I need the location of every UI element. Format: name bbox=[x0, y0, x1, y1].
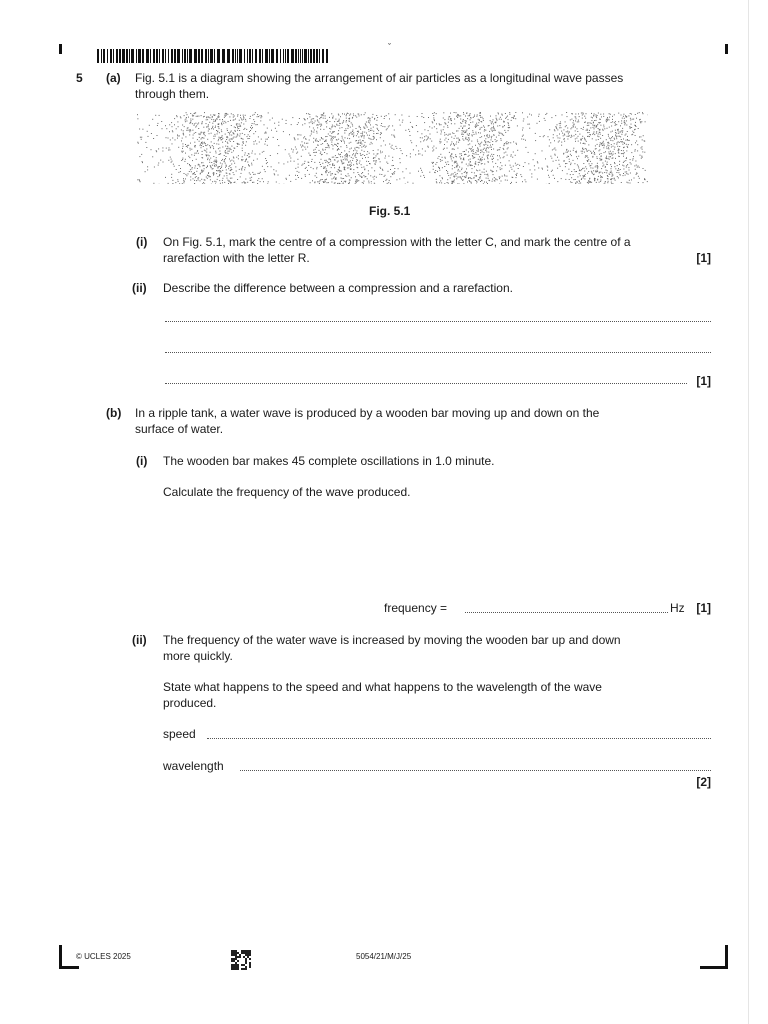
part-a-intro-line1: Fig. 5.1 is a diagram showing the arrangement of air particles as a longitudinal wave passes bbox=[135, 71, 624, 85]
part-a-i-line2: rarefaction with the letter R. bbox=[163, 251, 310, 265]
part-b-label: (b) bbox=[106, 406, 122, 420]
footer-paper-code: 5054/21/M/J/25 bbox=[356, 952, 412, 961]
part-b-ii-line1: The frequency of the water wave is increased by moving the wooden bar up and down bbox=[163, 633, 621, 647]
part-a-intro-line2: through them. bbox=[135, 87, 210, 101]
part-b-ii-instr-line2: produced. bbox=[163, 696, 217, 710]
speed-answer-line[interactable] bbox=[207, 738, 711, 739]
part-b-i-instruction: Calculate the frequency of the wave produced. bbox=[163, 485, 411, 499]
particle-diagram bbox=[136, 112, 648, 184]
bottom-right-corner-mark-h bbox=[700, 966, 728, 969]
top-right-corner-mark bbox=[725, 44, 728, 54]
part-b-i-text: The wooden bar makes 45 complete oscillations in 1.0 minute. bbox=[163, 454, 495, 468]
part-b-ii-instr-line1: State what happens to the speed and what happens to the wavelength of the wave bbox=[163, 680, 602, 694]
part-a-i-line1: On Fig. 5.1, mark the centre of a compression with the letter C, and mark the centre of a bbox=[163, 235, 631, 249]
answer-line-a-ii-3[interactable] bbox=[165, 383, 687, 384]
wavelength-answer-line[interactable] bbox=[240, 770, 711, 771]
part-b-intro-line2: surface of water. bbox=[135, 422, 224, 436]
frequency-label: frequency = bbox=[384, 601, 448, 615]
bottom-left-corner-mark-h bbox=[59, 966, 79, 969]
speed-label: speed bbox=[163, 727, 196, 741]
qr-code-icon bbox=[231, 950, 251, 970]
figure-caption: Fig. 5.1 bbox=[369, 204, 411, 218]
barcode bbox=[97, 49, 331, 63]
tick-mark-icon: ˇ bbox=[388, 42, 391, 52]
part-a-ii-marks: [1] bbox=[696, 374, 711, 388]
part-b-ii-marks: [2] bbox=[696, 775, 711, 789]
part-a-ii-label: (ii) bbox=[132, 281, 147, 295]
answer-line-a-ii-2[interactable] bbox=[165, 352, 711, 353]
frequency-unit: Hz bbox=[670, 601, 685, 615]
part-b-intro-line1: In a ripple tank, a water wave is produced by a wooden bar moving up and down on the bbox=[135, 406, 600, 420]
answer-line-a-ii-1[interactable] bbox=[165, 321, 711, 322]
top-left-corner-mark bbox=[59, 44, 62, 54]
part-b-i-label: (i) bbox=[136, 454, 148, 468]
part-b-ii-label: (ii) bbox=[132, 633, 147, 647]
wavelength-label: wavelength bbox=[163, 759, 224, 773]
part-a-i-label: (i) bbox=[136, 235, 148, 249]
part-b-ii-line2: more quickly. bbox=[163, 649, 233, 663]
frequency-answer-line[interactable] bbox=[465, 612, 668, 613]
question-number: 5 bbox=[76, 71, 83, 85]
right-page-edge bbox=[748, 0, 749, 1024]
part-b-i-marks: [1] bbox=[696, 601, 711, 615]
footer-copyright: © UCLES 2025 bbox=[76, 952, 131, 961]
part-a-label: (a) bbox=[106, 71, 121, 85]
part-a-i-marks: [1] bbox=[696, 251, 711, 265]
part-a-ii-text: Describe the difference between a compression and a rarefaction. bbox=[163, 281, 513, 295]
